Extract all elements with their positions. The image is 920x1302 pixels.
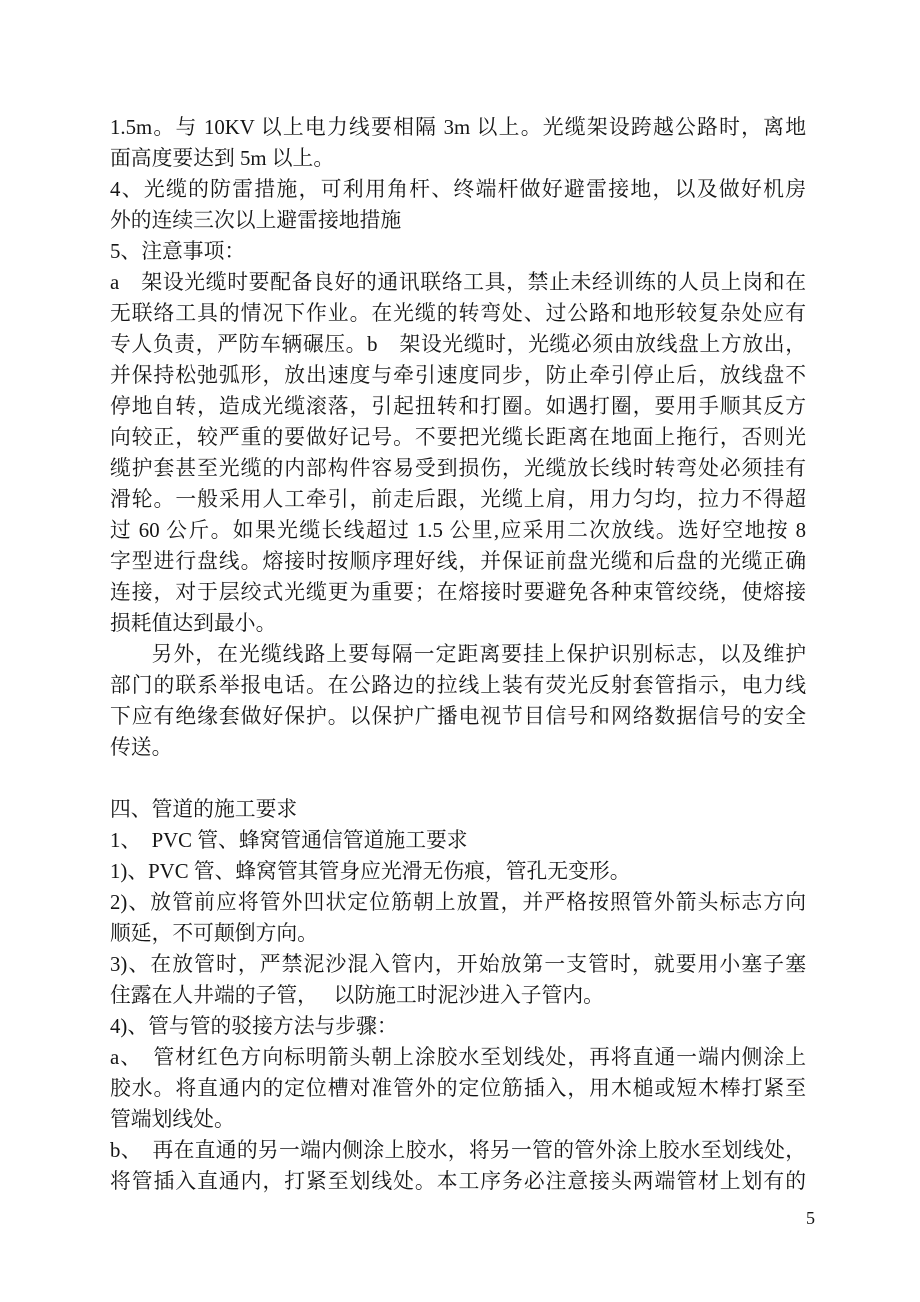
text-line: 1.5m。与 10KV 以上电力线要相隔 3m 以上。光缆架设跨越公路时，离地	[110, 116, 806, 139]
text-line: 2)、放管前应将管外凹状定位筋朝上放置，并严格按照管外箭头标志方向	[110, 891, 806, 914]
blank-line	[110, 763, 806, 794]
text-line: 过 60 公斤。如果光缆长线超过 1.5 公里,应采用二次放线。选好空地按 8	[110, 519, 806, 542]
text-line: 住露在人井端的子管， 以防施工时泥沙进入子管内。	[110, 984, 604, 1007]
text-line: 字型进行盘线。熔接时按顺序理好线，并保证前盘光缆和后盘的光缆正确	[110, 550, 806, 573]
text-line: 外的连续三次以上避雷接地措施	[110, 209, 402, 232]
text-line: 4)、管与管的驳接方法与步骤：	[110, 1015, 398, 1038]
text-line: 停地自转，造成光缆滚落，引起扭转和打圈。如遇打圈，要用手顺其反方	[110, 395, 806, 418]
text-line: 3)、在放管时，严禁泥沙混入管内，开始放第一支管时，就要用小塞子塞	[110, 953, 806, 976]
text-line: 部门的联系举报电话。在公路边的拉线上装有荧光反射套管指示，电力线	[110, 674, 806, 697]
text-line: 4、光缆的防雷措施，可利用角杆、终端杆做好避雷接地，以及做好机房	[110, 178, 806, 201]
text-line: 面高度要达到 5m 以上。	[110, 147, 335, 170]
text-line: 连接，对于层绞式光缆更为重要；在熔接时要避免各种束管绞绕，使熔接	[110, 581, 806, 604]
text-line: 将管插入直通内，打紧至划线处。本工序务必注意接头两端管材上划有的	[110, 1170, 806, 1193]
text-line: 损耗值达到最小。	[110, 612, 277, 635]
text-line: 向较正，较严重的要做好记号。不要把光缆长距离在地面上拖行，否则光	[110, 426, 806, 449]
text-line: 胶水。将直通内的定位槽对准管外的定位筋插入，用木槌或短木棒打紧至	[110, 1077, 806, 1100]
text-line: b、 再在直通的另一端内侧涂上胶水，将另一管的管外涂上胶水至划线处，	[110, 1139, 806, 1162]
text-line: 缆护套甚至光缆的内部构件容易受到损伤，光缆放长线时转弯处必须挂有	[110, 457, 806, 480]
page-number: 5	[806, 1208, 815, 1228]
document-body	[110, 112, 806, 1197]
text-line: 顺延，不可颠倒方向。	[110, 922, 318, 945]
text-line: 管端划线处。	[110, 1108, 235, 1131]
text-line: a、 管材红色方向标明箭头朝上涂胶水至划线处，再将直通一端内侧涂上	[110, 1046, 806, 1069]
text-line: 滑轮。一般采用人工牵引，前走后跟，光缆上肩，用力匀均，拉力不得超	[110, 488, 806, 511]
text-line: 并保持松弛弧形，放出速度与牵引速度同步，防止牵引停止后，放线盘不	[110, 364, 806, 387]
text-line: 下应有绝缘套做好保护。以保护广播电视节目信号和网络数据信号的安全	[110, 705, 806, 728]
text-line: a 架设光缆时要配备良好的通讯联络工具，禁止未经训练的人员上岗和在	[110, 271, 806, 294]
text-line: 四、管道的施工要求	[110, 798, 298, 821]
text-line: 另外，在光缆线路上要每隔一定距离要挂上保护识别标志，以及维护	[151, 643, 806, 666]
text-line: 无联络工具的情况下作业。在光缆的转弯处、过公路和地形较复杂处应有	[110, 302, 806, 325]
text-line: 5、注意事项：	[110, 240, 246, 263]
text-line: 传送。	[110, 736, 173, 759]
text-line: 1)、PVC 管、蜂窝管其管身应光滑无伤痕，管孔无变形。	[110, 860, 631, 883]
text-line: 专人负责，严防车辆碾压。b 架设光缆时，光缆必须由放线盘上方放出，	[110, 333, 806, 356]
text-line: 1、 PVC 管、蜂窝管通信管道施工要求	[110, 829, 468, 852]
